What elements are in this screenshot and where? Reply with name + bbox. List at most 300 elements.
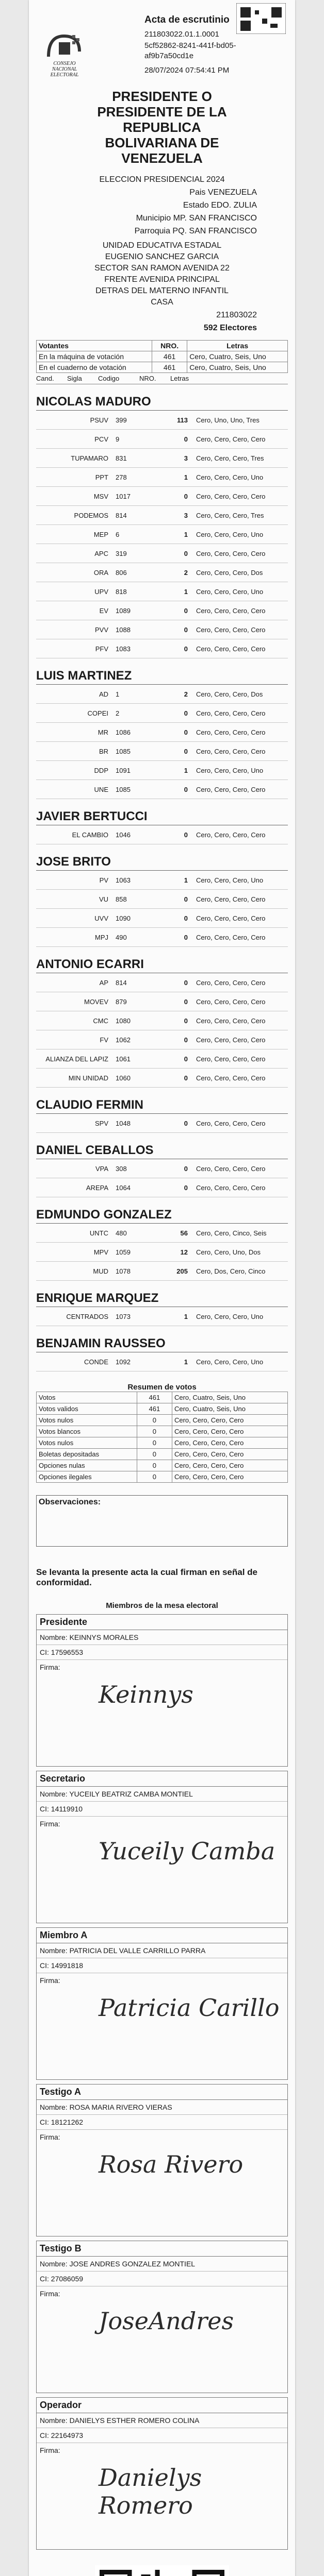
party-sigla: MEP [93,530,108,538]
member-block [36,1771,288,1923]
party-row [36,928,288,947]
page-title: PRESIDENTE O PRESIDENTE DE LA REPUBLICA BOLIVARIANA DE VENEZUELA [97,89,227,166]
firma-label: Firma: [40,2446,60,2454]
party-sigla: VPA [95,1164,108,1173]
party-row [36,506,288,525]
party-votes: 0 [184,1055,188,1063]
member-ci: CI: 18121262 [37,2115,287,2130]
member-ci: CI: 27086059 [37,2272,287,2286]
resumen-cell: Opciones nulas [37,1460,137,1471]
acta-code: 211803022.01.1.0001 [144,30,219,39]
party-sigla: CMC [93,1016,108,1025]
member-name: Nombre: YUCEILY BEATRIZ CAMBA MONTIEL [37,1787,287,1802]
party-row [36,430,288,449]
party-votes: 0 [184,625,188,634]
resumen-cell: Cero, Cero, Cero, Cero [172,1426,287,1437]
table-row: En la máquina de votación 461 Cero, Cuatro, Seis, Uno [37,351,288,362]
signature-area [37,2130,287,2236]
party-code: 1089 [116,606,131,615]
party-sigla: CENTRADOS [66,1312,108,1320]
members-list [36,1614,288,2550]
party-code: 1062 [116,1036,131,1044]
party-code: 1080 [116,1016,131,1025]
party-votes-letters: Cero, Cero, Cero, Cero [196,625,266,634]
acta-datetime: 28/07/2024 07:54:41 PM [144,66,230,75]
resumen-cell: 0 [137,1415,172,1426]
electores-count: 592 Electores [203,324,257,332]
resumen-cell: Votos [37,1392,137,1403]
party-votes: 0 [184,997,188,1006]
resumen-cell: Votos nulos [37,1415,137,1426]
party-code: 1083 [116,645,131,653]
firma-label: Firma: [40,1976,60,1985]
party-code: 858 [116,895,127,903]
acta-header [36,0,288,166]
party-code: 1046 [116,831,131,839]
party-votes-letters: Cero, Cero, Cero, Dos [196,568,263,577]
party-votes: 0 [184,645,188,653]
party-row [36,620,288,639]
party-sigla: MOVEV [84,997,108,1006]
table-row [37,1403,288,1415]
party-votes-letters: Cero, Cero, Uno, Dos [196,1248,261,1256]
member-block [36,1614,288,1767]
party-votes-letters: Cero, Cero, Cero, Uno [196,1312,264,1320]
pais-text: Pais VENEZUELA [189,188,257,197]
party-sigla: UVV [94,914,108,922]
party-sigla: UNTC [89,1229,108,1237]
party-sigla: UNE [94,785,108,793]
party-votes: 0 [184,933,188,941]
party-sigla: PPT [95,473,108,481]
party-code: 9 [116,435,120,443]
party-votes-letters: Cero, Cero, Cero, Cero [196,728,266,736]
party-votes-letters: Cero, Cero, Cero, Cero [196,914,266,922]
resumen-cell: Cero, Cero, Cero, Cero [172,1471,287,1483]
party-code: 2 [116,709,120,717]
party-votes: 0 [184,606,188,615]
centro-code: 211803022 [216,311,257,319]
party-votes-letters: Cero, Cero, Cero, Tres [196,454,264,462]
party-code: 490 [116,933,127,941]
party-sigla: AD [99,690,108,698]
party-votes: 1 [184,530,188,538]
party-votes-letters: Cero, Dos, Cero, Cinco [196,1267,266,1275]
barcode-icon [236,3,286,34]
cne-logo-icon [43,31,85,64]
party-votes-letters: Cero, Cero, Cero, Dos [196,690,263,698]
party-sigla: FV [100,1036,108,1044]
party-sigla: BR [99,747,108,755]
member-name: Nombre: PATRICIA DEL VALLE CARRILLO PARRA [37,1943,287,1958]
party-row [36,780,288,799]
party-sigla: PSUV [90,416,108,424]
miembros-title: Miembros de la mesa electoral [106,1601,218,1610]
party-votes: 0 [184,709,188,717]
resumen-cell: 461 [137,1392,172,1403]
party-votes-letters: Cero, Cero, Cero, Uno [196,473,264,481]
firma-label: Firma: [40,1663,60,1671]
party-sigla: ORA [93,568,108,577]
party-code: 480 [116,1229,127,1237]
party-code: 1085 [116,747,131,755]
party-votes: 0 [184,728,188,736]
party-row [36,704,288,723]
member-ci: CI: 14991818 [37,1958,287,1973]
party-votes-letters: Cero, Cero, Cero, Cero [196,978,266,987]
party-row [36,1049,288,1069]
table-row [37,1392,288,1403]
candidate-name: ANTONIO ECARRI [36,956,288,973]
party-votes-letters: Cero, Cero, Cero, Cero [196,747,266,755]
member-block [36,2241,288,2393]
party-votes: 0 [184,549,188,557]
party-votes: 0 [184,831,188,839]
party-votes-letters: Cero, Cero, Cero, Cero [196,1183,266,1192]
resumen-cell: Cero, Cero, Cero, Cero [172,1437,287,1449]
party-code: 1086 [116,728,131,736]
party-votes: 0 [184,1164,188,1173]
resumen-cell: Opciones ilegales [37,1471,137,1483]
party-votes: 1 [184,473,188,481]
leyenda-text: Se levanta la presente acta la cual firman en señal de conformidad. [36,1567,257,1587]
party-sigla: ALIANZA DEL LAPIZ [45,1055,108,1063]
party-votes: 2 [184,568,188,577]
party-row [36,582,288,601]
party-code: 1 [116,690,120,698]
party-row [36,639,288,658]
party-code: 879 [116,997,127,1006]
party-row [36,601,288,620]
party-sigla: PV [99,876,108,884]
party-code: 1090 [116,914,131,922]
table-row [37,1426,288,1437]
municipio-text: Municipio MP. SAN FRANCISCO [136,214,257,223]
party-code: 308 [116,1164,127,1173]
member-block [36,2397,288,2550]
party-code: 1063 [116,876,131,884]
party-votes: 113 [177,416,188,424]
member-role: Presidente [37,1615,287,1630]
party-row [36,1069,288,1088]
party-code: 814 [116,511,127,519]
party-code: 6 [116,530,120,538]
party-sigla: UPV [94,587,108,596]
party-code: 831 [116,454,127,462]
firma-label: Firma: [40,2133,60,2141]
party-row [36,563,288,582]
party-row [36,890,288,909]
resumen-cell: 0 [137,1437,172,1449]
party-code: 319 [116,549,127,557]
signature-area [37,1660,287,1766]
resumen-cell: Votos blancos [37,1426,137,1437]
acta-hash-2: af9b7a50cd1e [144,52,194,60]
firma-label: Firma: [40,1820,60,1828]
party-row [36,992,288,1011]
candidate-name: JAVIER BERTUCCI [36,808,288,825]
table-row [37,1471,288,1483]
party-votes: 0 [184,747,188,755]
party-code: 1060 [116,1074,131,1082]
observaciones-box: Observaciones: [36,1495,288,1547]
qr-code-icon [95,2565,229,2576]
acta-hash-1: 5cf52862-8241-441f-bd05- [144,41,236,50]
signature: Danielys Romero [99,2464,202,2519]
signature-area [37,2443,287,2549]
member-role: Operador [37,2398,287,2413]
party-votes: 1 [184,587,188,596]
resumen-cell: 0 [137,1449,172,1460]
party-votes: 1 [184,876,188,884]
signature: Patricia Carillo [99,1994,280,2022]
party-votes-letters: Cero, Cero, Cero, Cero [196,709,266,717]
party-votes: 0 [184,1183,188,1192]
party-votes-letters: Cero, Cero, Cero, Cero [196,997,266,1006]
party-code: 1085 [116,785,131,793]
resumen-cell: 0 [137,1460,172,1471]
candidate-name: LUIS MARTINEZ [36,668,288,685]
table-row [37,1415,288,1426]
party-code: 1092 [116,1358,131,1366]
member-role: Testigo A [37,2084,287,2100]
party-row [36,685,288,704]
party-votes: 56 [180,1229,188,1237]
party-code: 1073 [116,1312,131,1320]
party-votes-letters: Cero, Uno, Uno, Tres [196,416,260,424]
candidate-column-headers: Cand. Sigla Codigo NRO. Letras [36,373,288,384]
party-votes-letters: Cero, Cero, Cero, Cero [196,1119,266,1127]
resumen-cell: Cero, Cero, Cero, Cero [172,1460,287,1471]
votantes-header: Votantes [37,341,152,351]
party-code: 1048 [116,1119,131,1127]
party-code: 1017 [116,492,131,500]
party-row [36,1224,288,1243]
resumen-cell: Cero, Cero, Cero, Cero [172,1415,287,1426]
member-block [36,2084,288,2236]
resumen-cell: 0 [137,1426,172,1437]
party-votes: 0 [184,785,188,793]
member-ci: CI: 14119910 [37,1802,287,1817]
candidate-name: NICOLAS MADURO [36,394,288,411]
party-votes: 0 [184,1036,188,1044]
party-votes-letters: Cero, Cero, Cero, Uno [196,530,264,538]
party-votes: 12 [180,1248,188,1256]
party-row [36,468,288,487]
party-row [36,825,288,844]
party-row [36,761,288,780]
signature-area [37,1973,287,2079]
resumen-cell: 461 [137,1403,172,1415]
party-votes-letters: Cero, Cero, Cero, Uno [196,766,264,774]
party-code: 278 [116,473,127,481]
party-row [36,1030,288,1049]
nro-header: NRO. [152,341,187,351]
resumen-title: Resumen de votos [127,1383,197,1392]
party-sigla: CONDE [84,1358,108,1366]
party-votes: 0 [184,1119,188,1127]
party-code: 1088 [116,625,131,634]
party-sigla: VU [99,895,108,903]
party-votes-letters: Cero, Cero, Cero, Cero [196,933,266,941]
resumen-table [36,1392,288,1483]
party-sigla: MIN UNIDAD [68,1074,108,1082]
votantes-table [36,340,288,373]
member-name: Nombre: JOSE ANDRES GONZALEZ MONTIEL [37,2257,287,2272]
party-votes-letters: Cero, Cero, Cero, Cero [196,492,266,500]
party-votes-letters: Cero, Cero, Cinco, Seis [196,1229,267,1237]
party-row [36,1262,288,1281]
signature: Yuceily Camba [99,1837,276,1865]
party-row [36,1307,288,1326]
party-votes-letters: Cero, Cero, Cero, Cero [196,831,266,839]
party-sigla: PCV [94,435,108,443]
member-block [36,1927,288,2080]
party-votes: 1 [184,1358,188,1366]
party-sigla: APC [94,549,108,557]
acta-receipt [29,0,295,2576]
party-votes-letters: Cero, Cero, Cero, Uno [196,1358,264,1366]
member-ci: CI: 22164973 [37,2428,287,2443]
member-ci: CI: 17596553 [37,1645,287,1660]
party-votes-letters: Cero, Cero, Cero, Cero [196,1055,266,1063]
party-sigla: MSV [93,492,108,500]
table-row [37,1449,288,1460]
party-votes-letters: Cero, Cero, Cero, Cero [196,1016,266,1025]
party-sigla: PODEMOS [74,511,108,519]
table-row [37,1437,288,1449]
table-row: En el cuaderno de votación 461 Cero, Cuatro, Seis, Uno [37,362,288,373]
party-votes: 0 [184,914,188,922]
acta-title: Acta de escrutinio [144,14,230,25]
party-votes: 205 [176,1267,188,1275]
resumen-cell: Cero, Cero, Cero, Cero [172,1449,287,1460]
party-sigla: MPJ [95,933,108,941]
member-name: Nombre: DANIELYS ESTHER ROMERO COLINA [37,2413,287,2428]
party-row [36,1159,288,1178]
party-votes: 0 [184,492,188,500]
party-sigla: TUPAMARO [71,454,108,462]
candidates-list [36,394,288,1371]
member-name: Nombre: KEINNYS MORALES [37,1630,287,1645]
member-role: Miembro A [37,1928,287,1943]
party-sigla: EV [99,606,108,615]
party-votes-letters: Cero, Cero, Cero, Uno [196,876,264,884]
party-row [36,1011,288,1030]
party-votes: 0 [184,1016,188,1025]
party-votes: 0 [184,978,188,987]
table-row [37,1460,288,1471]
party-row [36,871,288,890]
party-sigla: DDP [94,766,108,774]
party-row [36,449,288,468]
resumen-cell: Votos nulos [37,1437,137,1449]
party-row [36,742,288,761]
cne-logo-text: CONSEJO NACIONAL ELECTORAL [50,61,79,78]
signature-area [37,1817,287,1923]
candidate-name: CLAUDIO FERMIN [36,1097,288,1114]
centro-text: UNIDAD EDUCATIVA ESTADAL EUGENIO SANCHEZ GARCIA SECTOR SAN RAMON AVENIDA 22 FRENTE AVENIDA PRINCIPAL DETRAS DEL MATERNO INFANTIL CASA [94,241,230,307]
party-row [36,1114,288,1133]
party-votes-letters: Cero, Cero, Cero, Cero [196,549,266,557]
signature: Keinnys [99,1681,193,1708]
party-row [36,1178,288,1197]
party-code: 818 [116,587,127,596]
party-row [36,525,288,544]
party-row [36,1352,288,1371]
candidate-name: JOSE BRITO [36,854,288,871]
resumen-cell: Boletas depositadas [37,1449,137,1460]
member-role: Secretario [37,1771,287,1787]
candidate-name: ENRIQUE MARQUEZ [36,1290,288,1307]
party-votes: 1 [184,1312,188,1320]
party-code: 1059 [116,1248,131,1256]
party-votes-letters: Cero, Cero, Cero, Cero [196,785,266,793]
candidate-name: EDMUNDO GONZALEZ [36,1207,288,1224]
party-row [36,544,288,563]
party-votes: 0 [184,895,188,903]
party-sigla: MR [98,728,108,736]
candidate-name: DANIEL CEBALLOS [36,1142,288,1159]
party-votes-letters: Cero, Cero, Cero, Cero [196,1036,266,1044]
party-sigla: AREPA [86,1183,108,1192]
letras-header: Letras [187,341,288,351]
party-sigla: AP [99,978,108,987]
party-sigla: SPV [94,1119,108,1127]
party-code: 1091 [116,766,131,774]
estado-text: Estado EDO. ZULIA [183,201,257,210]
party-sigla: COPEI [87,709,108,717]
signature: JoseAndres [99,2307,234,2335]
member-role: Testigo B [37,2241,287,2257]
party-votes: 0 [184,435,188,443]
signature: Rosa Rivero [99,2150,244,2178]
party-code: 399 [116,416,127,424]
party-votes-letters: Cero, Cero, Cero, Cero [196,895,266,903]
party-code: 1064 [116,1183,131,1192]
party-row [36,973,288,992]
eleccion-text: ELECCION PRESIDENCIAL 2024 [99,175,225,184]
party-code: 1061 [116,1055,131,1063]
party-votes: 3 [184,454,188,462]
party-votes-letters: Cero, Cero, Cero, Cero [196,645,266,653]
party-votes-letters: Cero, Cero, Cero, Uno [196,587,264,596]
party-votes-letters: Cero, Cero, Cero, Cero [196,435,266,443]
resumen-cell: 0 [137,1471,172,1483]
party-row [36,411,288,430]
parroquia-text: Parroquia PQ. SAN FRANCISCO [134,227,257,235]
resumen-cell: Votos validos [37,1403,137,1415]
party-row [36,487,288,506]
party-row [36,723,288,742]
firma-label: Firma: [40,2290,60,2298]
candidate-name: BENJAMIN RAUSSEO [36,1335,288,1352]
signature-area [37,2286,287,2393]
party-votes-letters: Cero, Cero, Cero, Tres [196,511,264,519]
party-sigla: MPV [93,1248,108,1256]
party-row [36,909,288,928]
party-votes: 0 [184,1074,188,1082]
party-votes-letters: Cero, Cero, Cero, Cero [196,1164,266,1173]
party-row [36,1243,288,1262]
party-votes-letters: Cero, Cero, Cero, Cero [196,1074,266,1082]
party-code: 1078 [116,1267,131,1275]
party-votes: 1 [184,766,188,774]
party-votes-letters: Cero, Cero, Cero, Cero [196,606,266,615]
party-sigla: PFV [95,645,108,653]
party-votes: 2 [184,690,188,698]
party-sigla: PVV [94,625,108,634]
